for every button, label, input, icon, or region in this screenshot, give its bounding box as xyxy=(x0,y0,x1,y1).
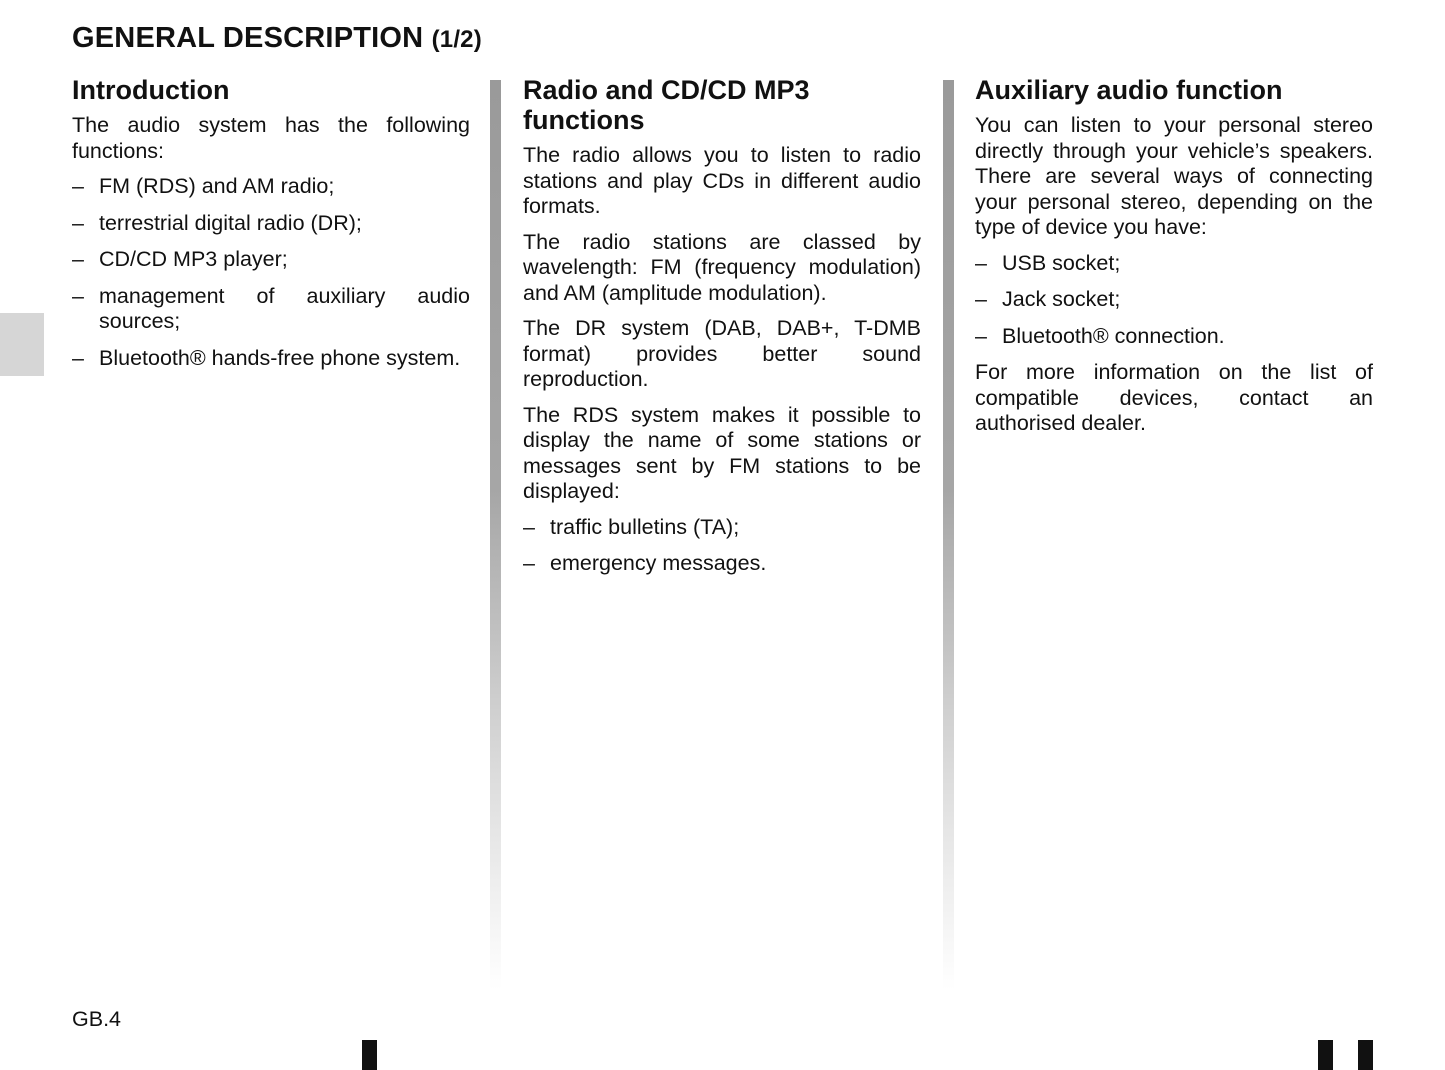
paragraph: The DR system (DAB, DAB+, T-DMB format) provides better sound reproduction. xyxy=(523,316,921,391)
connection-list xyxy=(975,251,1373,350)
rds-list xyxy=(523,515,921,577)
paragraph: The audio system has the following functions: xyxy=(72,113,470,163)
paragraph: The radio stations are classed by wavelength: FM (frequency modulation) and AM (amplitude modulation). xyxy=(523,229,921,305)
list-item: – CD/CD MP3 player; xyxy=(72,247,288,271)
column-radio-cd xyxy=(523,75,921,588)
paragraph: The RDS system makes it possible to display the name of some stations or messages sent by FM stations to be displayed: xyxy=(523,402,921,503)
paragraph: For more information on the list of compatible devices, contact an authorised dealer. xyxy=(975,360,1373,435)
list-item: – Bluetooth® hands-free phone system. xyxy=(72,345,461,370)
paragraph: The radio allows you to listen to radio stations and play CDs in different audio formats. xyxy=(523,143,921,218)
page-number: GB.4 xyxy=(72,1007,121,1031)
paragraph: You can listen to your personal stereo directly through your vehicle’s speakers. There are several ways of connecting your personal stereo, depending on the type of device you have: xyxy=(975,113,1373,239)
column-divider xyxy=(943,80,954,990)
list-item: – Jack socket; xyxy=(975,287,1121,311)
section-heading: Auxiliary audio function xyxy=(975,75,1283,105)
list-item: – Bluetooth® connection. xyxy=(975,323,1225,348)
column-auxiliary xyxy=(975,75,1373,447)
section-heading: Introduction xyxy=(72,75,230,105)
section-tab xyxy=(0,313,44,376)
crop-mark xyxy=(1358,1040,1373,1070)
page-title-part: (1/2) xyxy=(431,26,482,53)
function-list xyxy=(72,174,470,371)
list-item: – USB socket; xyxy=(975,250,1121,275)
section-heading: Radio and CD/CD MP3 functions xyxy=(523,75,810,135)
list-item: – terrestrial digital radio (DR); xyxy=(72,210,362,235)
column-divider xyxy=(490,80,501,990)
list-item: – management of auxiliary audio sources; xyxy=(72,283,470,333)
list-item: – emergency messages. xyxy=(523,551,767,575)
crop-mark xyxy=(1318,1040,1333,1070)
column-introduction xyxy=(72,75,470,382)
page-title-main: GENERAL DESCRIPTION xyxy=(72,22,424,54)
crop-mark xyxy=(362,1040,377,1070)
list-item: – FM (RDS) and AM radio; xyxy=(72,174,335,198)
page-title xyxy=(72,22,482,55)
list-item: – traffic bulletins (TA); xyxy=(523,514,740,539)
